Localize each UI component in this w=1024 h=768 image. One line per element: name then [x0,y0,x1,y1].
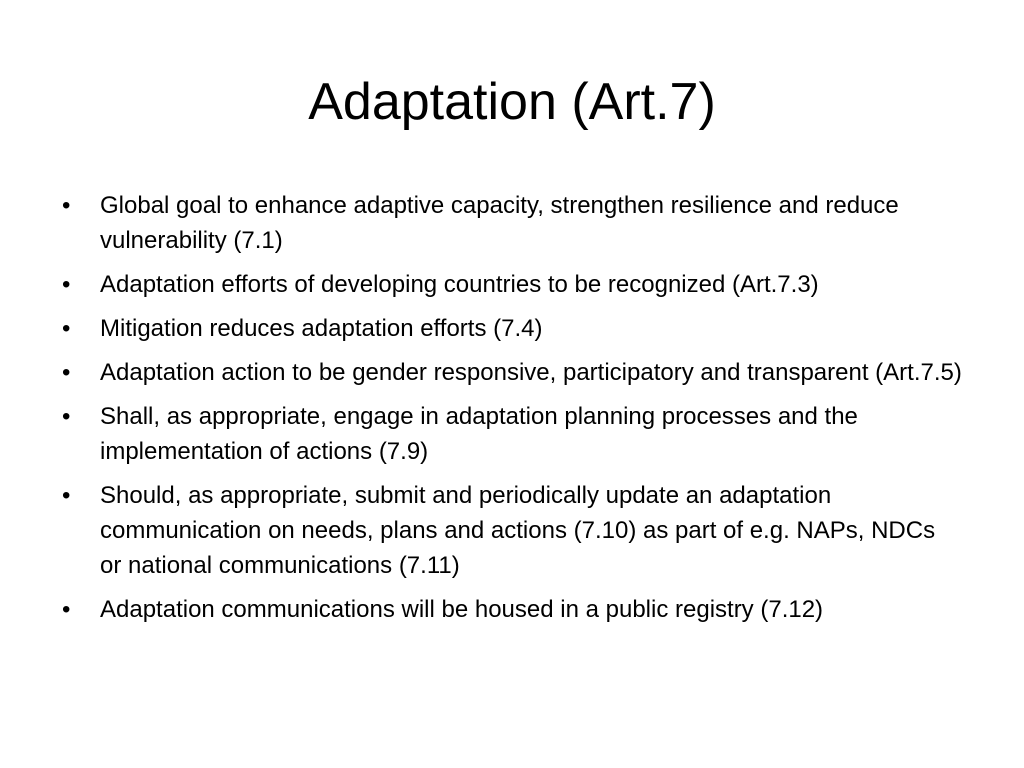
bullet-item [62,188,962,258]
bullet-text: Adaptation efforts of developing countries to be recognized (Art.7.3) [100,271,819,298]
bullet-icon: • [62,192,71,219]
bullet-icon: • [62,403,71,430]
bullet-item [62,592,962,627]
bullet-item [62,267,962,302]
bullet-item [62,399,962,469]
bullet-icon: • [62,596,71,623]
bullet-text: Mitigation reduces adaptation efforts (7.4) [100,315,543,342]
bullet-icon: • [62,359,71,386]
bullet-text: Adaptation communications will be housed in a public registry (7.12) [100,596,824,623]
bullet-item [62,478,962,583]
bullet-icon: • [62,482,71,509]
bullet-item [62,355,962,390]
slide-title: Adaptation (Art.7) [308,73,716,131]
bullet-text: Should, as appropriate, submit and periodically update an adaptation communication on needs, plans and actions (7.10) as part of e.g. NAPs, NDCs or national communications (7.11) [100,482,936,579]
bullet-icon: • [62,315,71,342]
bullet-list [62,188,962,636]
bullet-text: Global goal to enhance adaptive capacity, strengthen resilience and reduce vulnerability (7.1) [100,192,899,254]
bullet-text: Adaptation action to be gender responsive, participatory and transparent (Art.7.5) [100,359,962,386]
bullet-icon: • [62,271,71,298]
bullet-text: Shall, as appropriate, engage in adaptation planning processes and the implementation of actions (7.9) [100,403,858,465]
bullet-item [62,311,962,346]
